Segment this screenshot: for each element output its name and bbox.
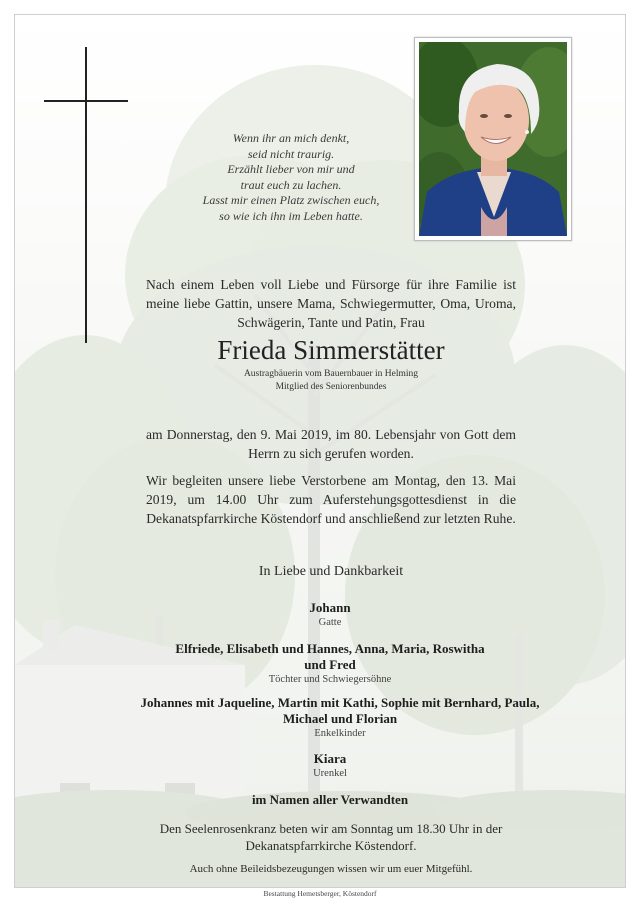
death-notice: am Donnerstag, den 9. Mai 2019, im 80. Lebensjahr von Gott dem Herrn zu sich gerufen worden. (146, 427, 516, 461)
poem-line: Wenn ihr an mich denkt, (232, 131, 350, 145)
poem-line: so wie ich ihn im Leben hatte. (219, 208, 363, 223)
cross-icon-vertical (85, 47, 87, 343)
signatory-names: Elfriede, Elisabeth und Hannes, Anna, Maria, Roswitha und Fred (175, 641, 485, 672)
signatory-names: Johann (309, 600, 351, 615)
subtitle-membership: Mitglied des Seniorenbundes (275, 382, 387, 392)
signatory-daughters (170, 641, 490, 686)
rosary-notice: Den Seelenrosenkranz beten wir am Sonntag um 18.30 Uhr in der Dekanatspfarrkirche Köstendorf. (159, 821, 503, 853)
condolence-note: Auch ohne Beileidsbezeugungen wissen wir um euer Mitgefühl. (189, 863, 473, 875)
signatory-grandchildren (125, 695, 555, 740)
poem-line: traut euch zu lachen. (240, 177, 342, 192)
deceased-name: Frieda Simmerstätter (217, 335, 445, 365)
funeral-notice: Wir begleiten unsere liebe Verstorbene am Montag, den 13. Mai 2019, um 14.00 Uhr zum Auferstehungsgottesdienst in die Dekanatspfarrkirche Köstendorf und anschließend zur letzten Ruhe. (146, 473, 516, 526)
poem-line: seid nicht traurig. (247, 146, 335, 161)
memorial-poem (170, 131, 412, 224)
subtitle-occupation: Austragbäuerin vom Bauernbauer in Helming (243, 369, 419, 379)
portrait-photo-frame (414, 37, 572, 241)
cross-icon-horizontal (44, 100, 128, 102)
signatory-role: Urenkel (313, 768, 347, 779)
signatory-names: Kiara (313, 751, 347, 766)
signatory-names: Johannes mit Jaqueline, Martin mit Kathi, Sophie mit Bernhard, Paula, Michael und Florian (140, 695, 540, 726)
funeral-home-footer: Bestattung Hemetsberger, Köstendorf (263, 889, 377, 898)
signatory-role: Enkelkinder (314, 728, 366, 739)
intro-text: Nach einem Leben voll Liebe und Fürsorge für ihre Familie ist meine liebe Gattin, unsere Mama, Schwiegermutter, Oma, Uroma, Schwägerin, Tante und Patin, Frau (146, 277, 516, 330)
closing-phrase: In Liebe und Dankbarkeit (258, 564, 404, 579)
poem-line: Erzählt lieber von mir und (227, 162, 355, 176)
poem-line: Lasst mir einen Platz zwischen euch, (202, 193, 380, 207)
portrait-photo (419, 42, 567, 236)
relatives-line: im Namen aller Verwandten (251, 792, 409, 807)
signatory-role: Töchter und Schwiegersöhne (268, 674, 392, 685)
signatory-spouse (100, 600, 560, 629)
signatory-role: Gatte (318, 617, 342, 628)
signatory-great-grandchild (100, 751, 560, 780)
